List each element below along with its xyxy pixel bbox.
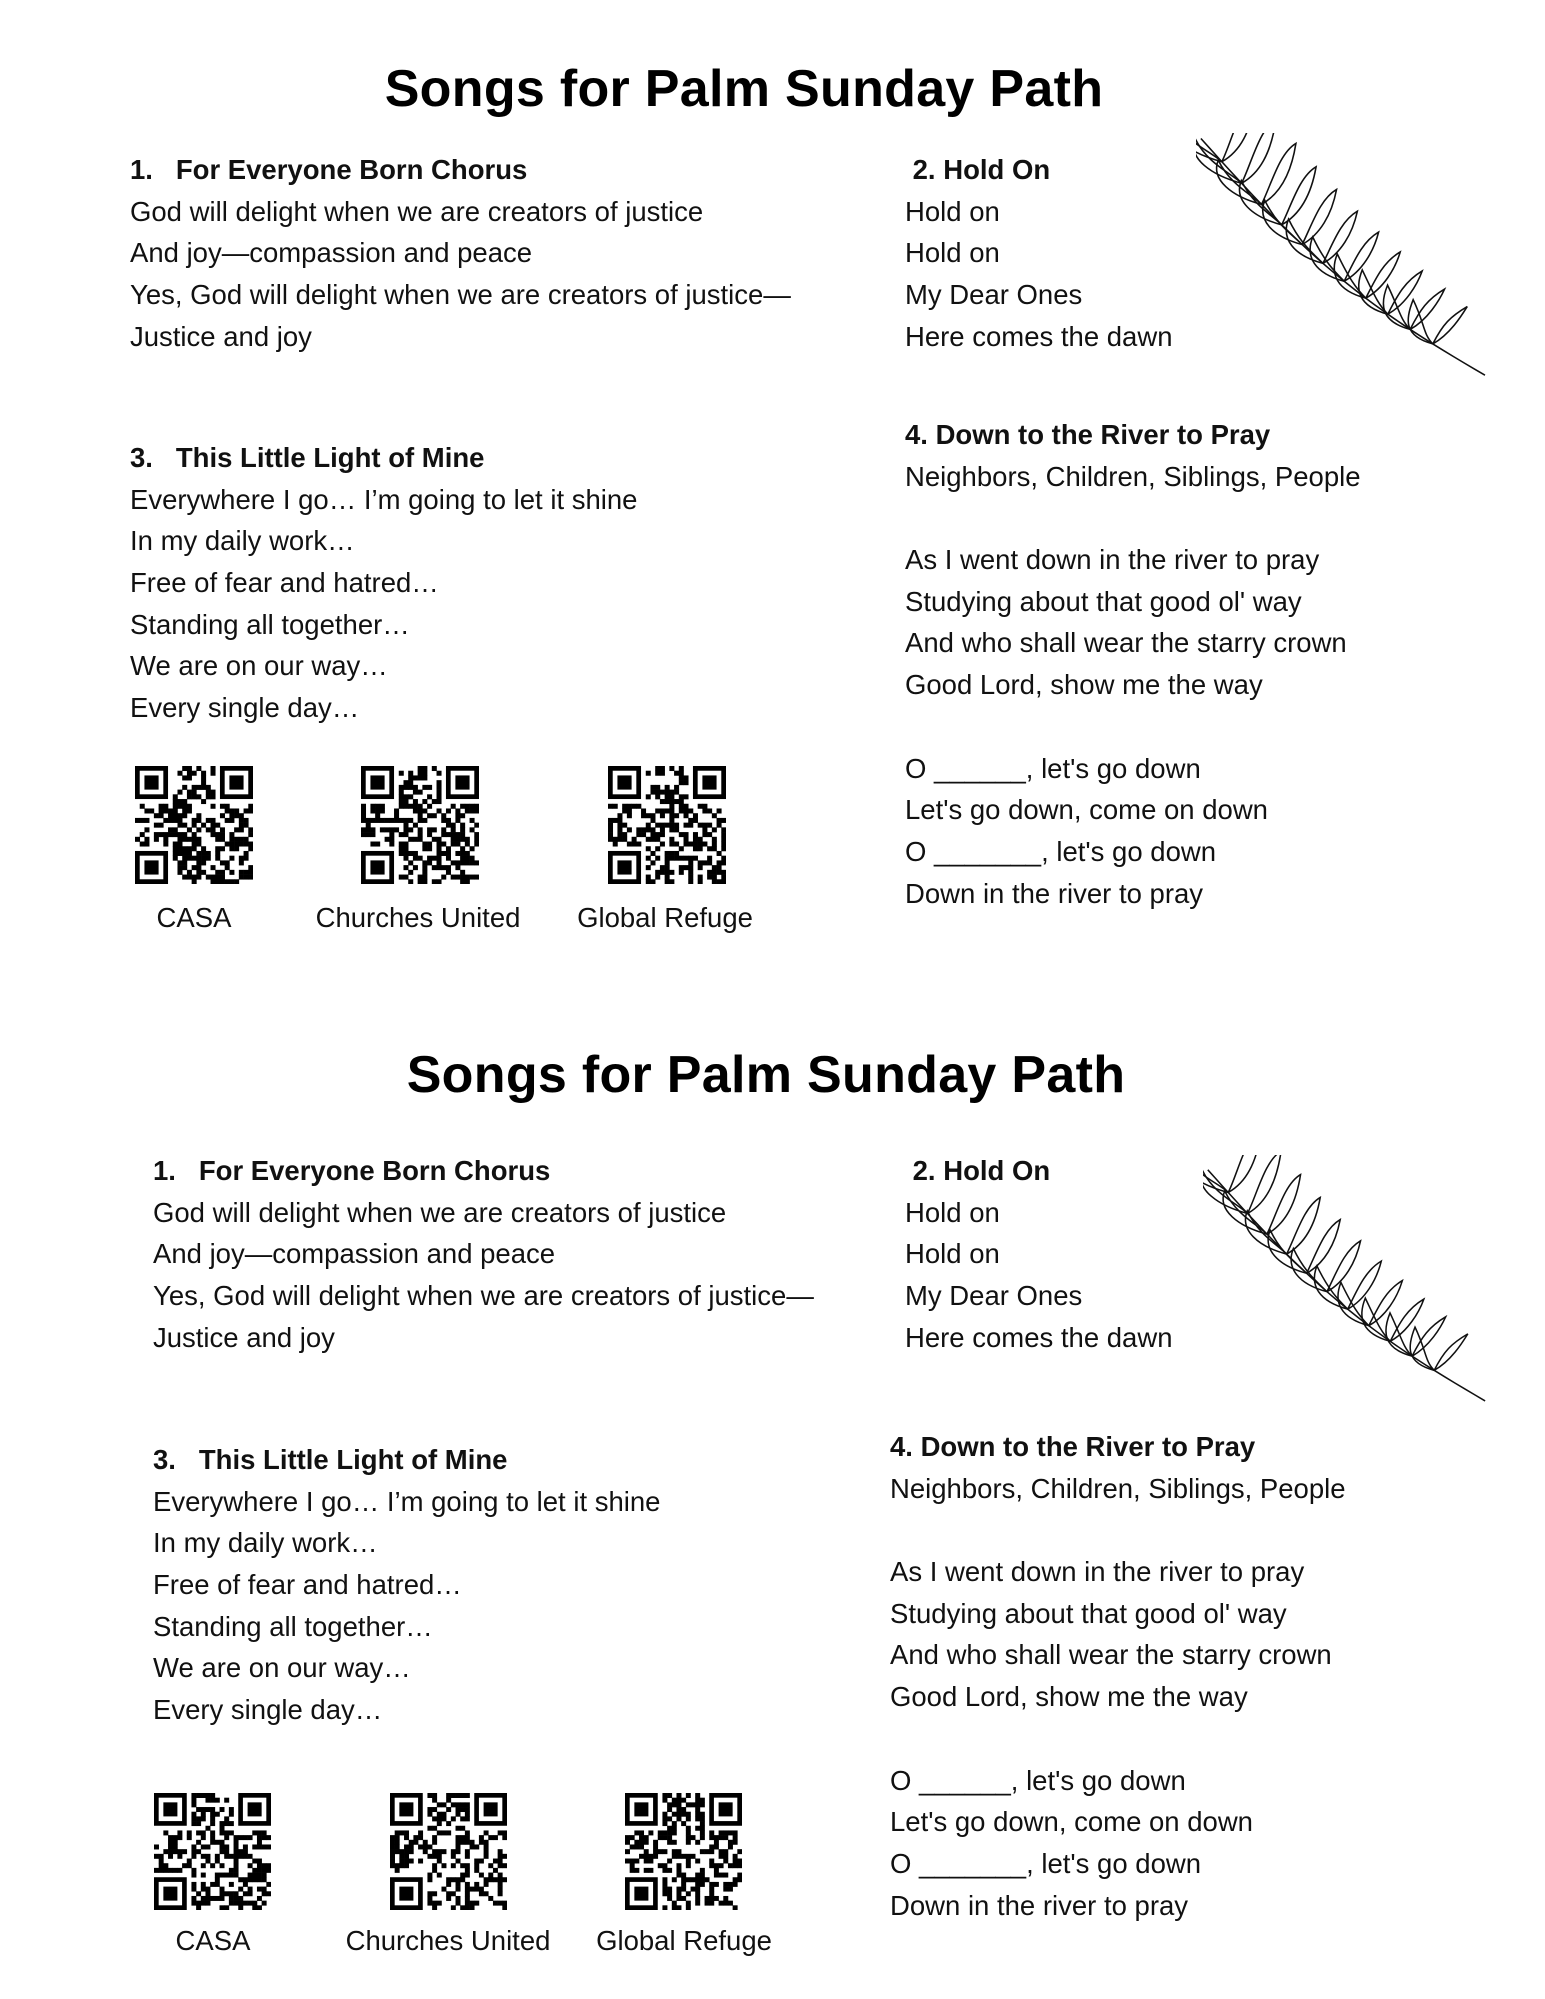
lyric-line: In my daily work… <box>130 525 355 557</box>
lyric-line: Every single day… <box>153 1694 383 1726</box>
lyric-line: Here comes the dawn <box>905 320 1173 352</box>
lyric-line <box>890 1718 1346 1760</box>
lyric-line <box>905 497 1361 539</box>
qr-label: Global Refuge <box>577 902 753 933</box>
song-block <box>130 149 791 357</box>
lyric-line: Here comes the dawn <box>905 1321 1173 1353</box>
song-block <box>905 414 1361 914</box>
qr-code-global-refuge[interactable] <box>608 766 726 889</box>
song-block <box>905 1150 1173 1358</box>
lyric-line: Everywhere I go… I’m going to let it shine <box>130 483 638 515</box>
lyric-line: We are on our way… <box>130 650 388 682</box>
lyric-line: And joy—compassion and peace <box>130 237 533 269</box>
page-title: Songs for Palm Sunday Path <box>406 1046 1126 1104</box>
lyric-line: Neighbors, Children, Siblings, People <box>890 1472 1346 1504</box>
lyric-line: Good Lord, show me the way <box>890 1681 1248 1713</box>
qr-code-churches-united[interactable] <box>361 766 479 889</box>
lyric-line: Hold on <box>905 195 1000 227</box>
song-heading: 1. For Everyone Born Chorus <box>130 154 528 185</box>
song-heading: 3. This Little Light of Mine <box>130 442 485 473</box>
qr-code-global-refuge[interactable] <box>625 1793 742 1915</box>
lyric-line: My Dear Ones <box>905 1280 1083 1312</box>
lyric-line: God will delight when we are creators of justice <box>130 195 704 227</box>
lyric-line <box>890 1509 1346 1551</box>
lyric-line: O _______, let's go down <box>890 1847 1202 1879</box>
qr-label: Churches United <box>315 902 521 933</box>
lyric-line: And who shall wear the starry crown <box>905 627 1347 659</box>
song-heading: 4. Down to the River to Pray <box>905 419 1271 450</box>
lyric-line: God will delight when we are creators of justice <box>153 1196 727 1228</box>
qr-label: CASA <box>175 1925 251 1956</box>
lyric-line <box>905 706 1361 748</box>
qr-code-churches-united[interactable] <box>390 1793 507 1915</box>
lyric-line: Hold on <box>905 237 1000 269</box>
lyric-line: As I went down in the river to pray <box>905 544 1320 576</box>
lyric-line: Hold on <box>905 1196 1000 1228</box>
lyric-line: Studying about that good ol' way <box>905 585 1302 617</box>
lyric-line: Standing all together… <box>130 608 410 640</box>
lyric-line: Free of fear and hatred… <box>130 567 439 599</box>
lyric-line: Down in the river to pray <box>905 877 1204 909</box>
palm-leaf-icon <box>1203 1155 1491 1420</box>
palm-leaf-icon <box>1196 133 1491 385</box>
lyric-line: My Dear Ones <box>905 279 1083 311</box>
lyric-line: And joy—compassion and peace <box>153 1238 556 1270</box>
lyric-line: Everywhere I go… I’m going to let it shine <box>153 1485 661 1517</box>
lyric-line: We are on our way… <box>153 1652 411 1684</box>
song-block <box>153 1150 814 1358</box>
lyric-line: Down in the river to pray <box>890 1889 1189 1921</box>
song-block <box>153 1439 660 1731</box>
qr-label: Global Refuge <box>596 1925 772 1956</box>
lyric-line: Justice and joy <box>130 320 312 352</box>
song-heading: 2. Hold On <box>905 1155 1051 1186</box>
lyric-line: In my daily work… <box>153 1527 378 1559</box>
lyric-line: Neighbors, Children, Siblings, People <box>905 460 1361 492</box>
qr-label: Churches United <box>345 1925 551 1956</box>
qr-code-casa[interactable] <box>154 1793 271 1915</box>
lyric-line: Let's go down, come on down <box>890 1806 1253 1838</box>
lyric-line: O _______, let's go down <box>905 835 1217 867</box>
lyric-line: Good Lord, show me the way <box>905 669 1263 701</box>
qr-label: CASA <box>156 902 232 933</box>
lyric-line: O ______, let's go down <box>890 1764 1186 1796</box>
song-heading: 4. Down to the River to Pray <box>890 1431 1256 1462</box>
lyric-line: And who shall wear the starry crown <box>890 1639 1332 1671</box>
page-title: Songs for Palm Sunday Path <box>384 60 1104 118</box>
lyric-line: Free of fear and hatred… <box>153 1569 462 1601</box>
lyric-line: O ______, let's go down <box>905 752 1201 784</box>
lyric-line: Let's go down, come on down <box>905 794 1268 826</box>
song-block <box>905 149 1173 357</box>
qr-code-casa[interactable] <box>135 766 253 889</box>
lyric-line: Yes, God will delight when we are creators of justice— <box>130 279 791 311</box>
song-block <box>890 1426 1346 1926</box>
lyric-line: As I went down in the river to pray <box>890 1556 1305 1588</box>
lyric-line: Every single day… <box>130 692 360 724</box>
lyric-line: Studying about that good ol' way <box>890 1597 1287 1629</box>
song-block <box>130 437 637 729</box>
song-heading: 1. For Everyone Born Chorus <box>153 1155 551 1186</box>
lyric-line: Hold on <box>905 1238 1000 1270</box>
lyric-line: Standing all together… <box>153 1610 433 1642</box>
lyric-line: Justice and joy <box>153 1321 335 1353</box>
song-heading: 2. Hold On <box>905 154 1051 185</box>
song-heading: 3. This Little Light of Mine <box>153 1444 508 1475</box>
lyric-line: Yes, God will delight when we are creators of justice— <box>153 1280 814 1312</box>
